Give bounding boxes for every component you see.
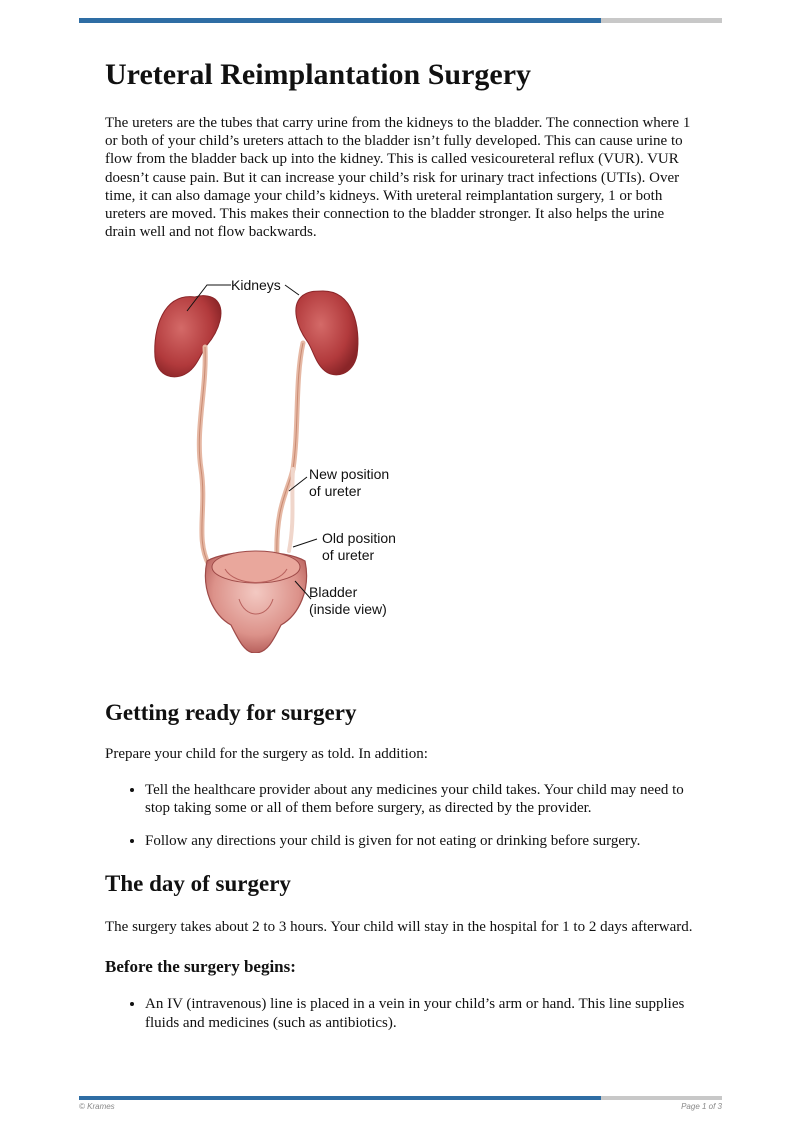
page-content: [105, 56, 695, 1032]
label-old-position-1: Old position: [322, 530, 396, 547]
label-kidneys: Kidneys: [231, 277, 281, 294]
section2-list: [105, 995, 695, 1031]
page-title: Ureteral Reimplantation Surgery: [105, 58, 532, 91]
top-bar-fill: [79, 18, 601, 23]
section2-intro: The surgery takes about 2 to 3 hours. Your child will stay in the hospital for 1 to 2 days afterward.: [105, 919, 693, 936]
left-kidney: [155, 296, 221, 377]
anatomy-drawing: [135, 269, 455, 653]
top-progress-bar: [79, 18, 722, 23]
label-bladder-2: (inside view): [309, 601, 387, 618]
footer-page-number: Page 1 of 3: [681, 1102, 722, 1111]
label-old-position-2: of ureter: [322, 547, 375, 564]
label-new-position-1: New position: [309, 466, 390, 483]
label-new-position-2: of ureter: [309, 483, 362, 500]
label-bladder-1: Bladder: [309, 584, 358, 601]
footer-copyright: © Krames: [79, 1102, 115, 1111]
intro-paragraph: The ureters are the tubes that carry urine from the kidneys to the bladder. The connection where 1 or both of your child’s ureters attach to the bladder isn’t fully developed. This can cause urine to flow from the bladder back up into the kidney. This is called vesicoureteral reflux (VUR). VUR doesn’t cause pain. But it can increase your child’s risk for urinary tract infections (UTIs). Over time, it can also damage your child’s kidneys. With ureteral reimplantation surgery, 1 or both ureters are moved. This makes their connection to the bladder stronger. It also helps the urine drain well and not flow backwards.: [105, 115, 691, 241]
bottom-bar-fill: [79, 1096, 601, 1100]
section1-list: [105, 781, 695, 851]
list-item: • An IV (intravenous) line is placed in a vein in your child’s arm or hand. This line supplies fluids and medicines (such as antibiotics).: [145, 995, 695, 1031]
right-kidney: [296, 291, 358, 375]
section1-intro: Prepare your child for the surgery as told. In addition:: [105, 746, 428, 763]
section2-heading: The day of surgery: [105, 871, 291, 897]
list-item: • Follow any directions your child is given for not eating or drinking before surgery.: [145, 832, 695, 850]
bottom-progress-bar: [79, 1096, 722, 1100]
section2-subheading: Before the surgery begins:: [105, 957, 296, 977]
page-footer: [79, 1102, 722, 1111]
section1-heading: Getting ready for surgery: [105, 700, 357, 726]
ureter-illustration: [135, 269, 455, 653]
list-item: • Tell the healthcare provider about any medicines your child takes. Your child may need to stop taking some or all of them before surgery, as directed by the provider.: [145, 781, 695, 817]
